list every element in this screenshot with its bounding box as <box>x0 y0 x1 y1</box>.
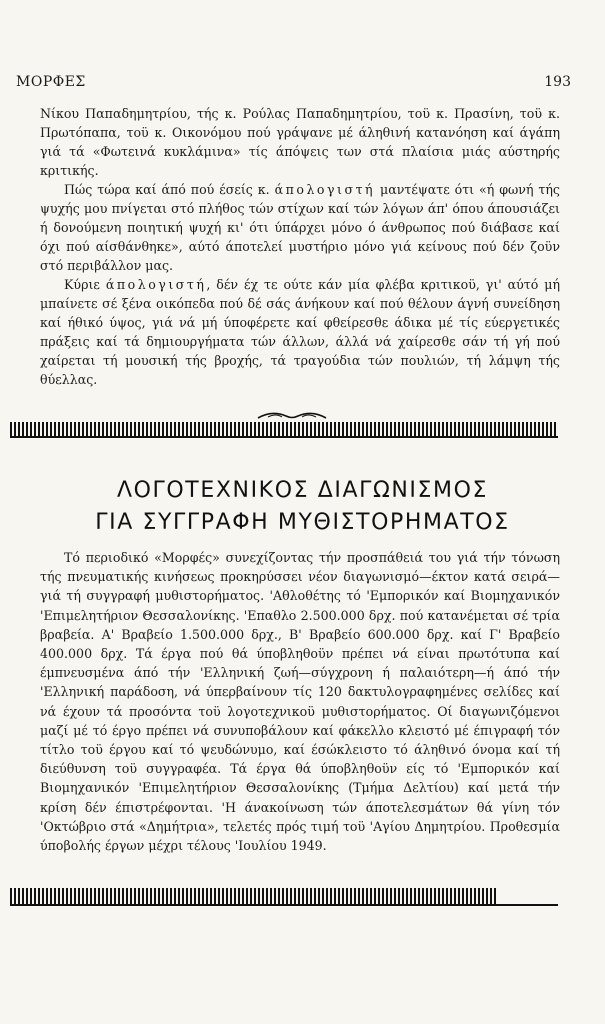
emphasized-word: άπολογιστή <box>105 277 207 292</box>
emphasized-word: άπολογιστή <box>274 182 376 197</box>
bar-rule <box>10 888 498 904</box>
rule-underline <box>10 904 558 906</box>
running-head <box>16 74 589 92</box>
critic-paragraph-3 <box>40 275 560 389</box>
contest-heading-line1: ΛΟΓΟΤΕΧΝΙΚΟΣ ΔΙΑΓΩΝΙΣΜΟΣ <box>116 478 489 503</box>
paragraph-text: Πώς τώρα καί άπό πού έσείς κ. <box>64 182 275 197</box>
decorative-rule-top <box>10 410 558 440</box>
page-number: 193 <box>544 74 571 90</box>
decorative-rule-bottom <box>10 884 558 914</box>
flourish-ornament-icon <box>10 410 558 420</box>
contest-heading-line2: ΓΙΑ ΣΥΓΓΡΑΦΗ ΜΥΘΙΣΤΟΡΗΜΑΤΟΣ <box>95 510 510 535</box>
critic-paragraph-1 <box>40 104 560 180</box>
paragraph-text: Νίκου Παπαδημητρίου, τής κ. Ρούλας Παπαδημητρίου, τοϋ κ. Πρασίνη, τοϋ κ. Πρωτόπαπα, τοϋ κ. Οικονόμου πού γράψανε μέ άληθινή κατανόηση καί άγάπη γιά τά «Φωτεινά κυκλάμινα» τίς άπόψεις των στά πλαίσια μιάς αύστηρής κριτικής. <box>40 106 560 178</box>
bar-rule <box>10 422 558 436</box>
contest-announcement-section <box>40 548 560 855</box>
paragraph-text: μαντέψατε ότι «ή φωνή τής ψυχής μου πνίγεται στό πλήθος τών στίχων καί τών λόγων άπ' όπου άπουσιάζει ή δονούμενη ποιητική ψυχή κι' ότι ύπάρχει μόνο ό άνθρωπος πού διάβασε καί όχι πού αίσθάνθηκε», αύτό άποτελεί μυστήριο μόνο γιά κείνους πού δέν ζοϋν στό περιβάλλον μας. <box>40 182 560 273</box>
rule-underline <box>10 436 558 438</box>
critic-paragraph-2 <box>40 180 560 275</box>
contest-announcement-paragraph: Τό περιοδικό «Μορφές» συνεχίζοντας τήν προσπάθειά του γιά τήν τόνωση τής πνευματικής κινήσεως προκηρύσσει νέον διαγωνισμό—έκτον κατά σειρά—γιά τή συγγραφή μυθιστορήματος. 'Αθλοθέτης τό 'Εμπορικόν καί Βιομηχανικόν 'Επιμελητήριον Θεσσαλονίκης. 'Επαθλο 2.500.000 δρχ. πού κατανέμεται σέ τρία βραβεία. Α' Βραβείο 1.500.000 δρχ., Β' Βραβείο 600.000 δρχ. καί Γ' Βραβείο 400.000 δρχ. Τά έργα πού θά ύποβληθοϋν πρέπει νά είναι πρωτότυπα καί έμπνευσμένα άπό τήν 'Ελληνική ζωή—σύγχρονη ή παλαιότερη—ή άπό τήν 'Ελληνική παράδοση, νά ύπερβαίνουν τίς 120 δακτυλογραφημένες σελίδες καί νά έχουν τά προσόντα τοϋ λογοτεχνικοϋ μυθιστορήματος. Οί διαγωνιζόμενοι μαζί μέ τό έργο πρέπει νά συνυποβάλουν καί φάκελλο κλειστό μέ έπιγραφή τόν τίτλο τοϋ έργου καί τό ψευδώνυμο, καί έσώκλειστο τό άληθινό όνομα καί τή διεύθυνση τοϋ συγγραφέα. Τά έργα θά ύποβληθοϋν είς τό 'Εμπορικόν καί Βιομηχανικόν 'Επιμελητήριον Θεσσαλονίκης (Τμήμα Δελτίου) καί μετά τήν κρίση δέν έπιστρέφονται. 'Η άνακοίνωση τών άποτελεσμάτων θά γίνη τόν 'Οκτώβριο στά «Δημήτρια», τελετές πρός τιμή τοϋ 'Αγίου Δημητρίου. Προθεσμία ύποβολής έργων μέχρι τέλους 'Ιουλίου 1949. <box>40 550 560 854</box>
critic-reply-section <box>40 104 560 389</box>
paragraph-text: , δέν έχ τε ούτε κάν μία φλέβα κριτικοϋ, γι' αύτό μή μπαίνετε σέ ξένα οικόπεδα πού δέ σάς άνήκουν καί πού θέλουν άγνή συνείδηση καί ήθικό ύψος, γιά νά μή ύποφέρετε καί φθείρεσθε άδικα μέ τίς εύεργετικές πράξεις καί τά δημιουργήματα τών άλλων, άλλά νά χαίρεσθε σάν τή γή πού χαίρεται τή μουσική τής βροχής, τά τραγούδια τών πουλιών, τή λάμψη τής θύελλας. <box>40 277 560 387</box>
journal-name: ΜΟΡΦΕΣ <box>16 74 86 90</box>
paragraph-text: Κύριε <box>64 277 106 292</box>
